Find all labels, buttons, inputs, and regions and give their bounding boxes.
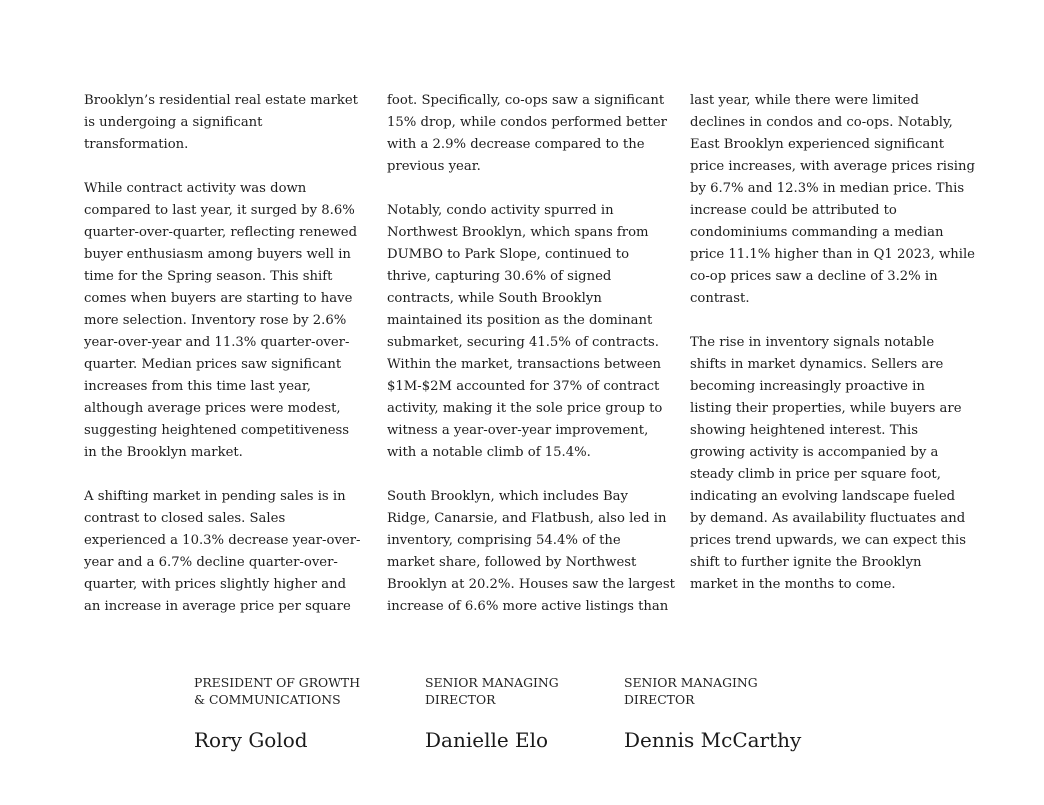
article-text-line: transformation. xyxy=(84,137,189,152)
article-text-line: shift to further ignite the Brooklyn xyxy=(690,555,922,570)
article-text-line: listing their properties, while buyers are xyxy=(690,401,962,416)
signatory-title-line: SENIOR MANAGING xyxy=(425,675,559,690)
article-column-1 xyxy=(84,90,361,618)
article-text-line: co-op prices saw a decline of 3.2% in xyxy=(690,269,938,284)
article-text-line: While contract activity was down xyxy=(84,181,307,196)
article-text-line: Notably, condo activity spurred in xyxy=(387,203,614,218)
paragraph-gap xyxy=(84,156,356,178)
article-text-line: price 11.1% higher than in Q1 2023, while xyxy=(690,247,975,262)
signatory-dennis-mccarthy xyxy=(624,674,802,752)
article-text-line: market share, followed by Northwest xyxy=(387,555,637,570)
article-text-line: Ridge, Canarsie, and Flatbush, also led in xyxy=(387,511,667,526)
signatory-name: Dennis McCarthy xyxy=(624,728,802,752)
article-text-line: South Brooklyn, which includes Bay xyxy=(387,489,628,504)
article-text-line: growing activity is accompanied by a xyxy=(690,445,939,460)
article-text-line: year-over-year and 11.3% quarter-over- xyxy=(84,335,350,350)
article-text-line: becoming increasingly proactive in xyxy=(690,379,925,394)
signatory-title-line: PRESIDENT OF GROWTH xyxy=(194,675,361,690)
article-text-line: in the Brooklyn market. xyxy=(84,445,243,460)
paragraph-gap xyxy=(690,310,962,332)
article-text-line: by demand. As availability fluctuates and xyxy=(690,511,966,526)
article-text-line: East Brooklyn experienced significant xyxy=(690,137,945,152)
article-text-line: Brooklyn’s residential real estate market xyxy=(84,93,358,108)
article-text-line: contrast. xyxy=(690,291,750,306)
article-column-2 xyxy=(387,90,675,618)
article-text-line: foot. Specifically, co-ops saw a significant xyxy=(387,93,665,108)
article-text-line: quarter-over-quarter, reflecting renewed xyxy=(84,225,358,240)
article-text-line: experienced a 10.3% decrease year-over- xyxy=(84,533,361,548)
signatory-danielle-elo xyxy=(425,674,559,752)
article-text-line: market in the months to come. xyxy=(690,577,896,592)
article-text-line: time for the Spring season. This shift xyxy=(84,269,333,284)
signatory-title-line: DIRECTOR xyxy=(425,692,496,707)
article-text-line: more selection. Inventory rose by 2.6% xyxy=(84,313,347,328)
article-text-line: steady climb in price per square foot, xyxy=(690,467,941,482)
article-text-line: increase of 6.6% more active listings than xyxy=(387,599,669,614)
article-text-line: prices trend upwards, we can expect this xyxy=(690,533,966,548)
article-text-line: with a notable climb of 15.4%. xyxy=(387,445,591,460)
article-text-line: although average prices were modest, xyxy=(84,401,341,416)
article-text-line: with a 2.9% decrease compared to the xyxy=(387,137,645,152)
article-text-line: quarter, with prices slightly higher and xyxy=(84,577,347,592)
article-text-line: contracts, while South Brooklyn xyxy=(387,291,602,306)
article-text-line: comes when buyers are starting to have xyxy=(84,291,353,306)
article-text-line: contrast to closed sales. Sales xyxy=(84,511,286,526)
article-text-line: maintained its position as the dominant xyxy=(387,313,653,328)
article-text-line: 15% drop, while condos performed better xyxy=(387,115,667,130)
signatory-name: Danielle Elo xyxy=(425,728,549,752)
article-text-line: compared to last year, it surged by 8.6% xyxy=(84,203,355,218)
article-text-line: quarter. Median prices saw significant xyxy=(84,357,342,372)
article-text-line: is undergoing a significant xyxy=(84,115,263,130)
article-text-line: buyer enthusiasm among buyers well in xyxy=(84,247,351,262)
article-text-line: shifts in market dynamics. Sellers are xyxy=(690,357,944,372)
article-text-line: DUMBO to Park Slope, continued to xyxy=(387,247,630,262)
article-text-line: Northwest Brooklyn, which spans from xyxy=(387,225,649,240)
article-text-line: increase could be attributed to xyxy=(690,203,897,218)
article-text-line: activity, making it the sole price group to xyxy=(387,401,663,416)
paragraph-gap xyxy=(84,464,356,486)
article-text-line: The rise in inventory signals notable xyxy=(690,335,935,350)
article-text-line: thrive, capturing 30.6% of signed xyxy=(387,269,612,284)
article-text-line: showing heightened interest. This xyxy=(690,423,918,438)
article-text-line: an increase in average price per square xyxy=(84,599,351,614)
article-text-line: suggesting heightened competitiveness xyxy=(84,423,350,438)
article-text-line: inventory, comprising 54.4% of the xyxy=(387,533,621,548)
article-text-line: witness a year-over-year improvement, xyxy=(387,423,649,438)
article-text-line: price increases, with average prices rising xyxy=(690,159,975,174)
signatory-title-line: DIRECTOR xyxy=(624,692,695,707)
article-text-line: last year, while there were limited xyxy=(690,93,919,108)
article-text-line: condominiums commanding a median xyxy=(690,225,944,240)
article-text-line: declines in condos and co-ops. Notably, xyxy=(690,115,953,130)
paragraph-gap xyxy=(387,178,659,200)
article-text-line: Brooklyn at 20.2%. Houses saw the largest xyxy=(387,577,675,592)
signatory-title-line: & COMMUNICATIONS xyxy=(194,692,341,707)
article-text-line: A shifting market in pending sales is in xyxy=(84,489,346,504)
signatory-rory-golod xyxy=(194,674,361,752)
article-text-line: indicating an evolving landscape fueled xyxy=(690,489,956,504)
article-text-line: by 6.7% and 12.3% in median price. This xyxy=(690,181,965,196)
article-text-line: previous year. xyxy=(387,159,481,174)
article-text-line: year and a 6.7% decline quarter-over- xyxy=(84,555,338,570)
paragraph-gap xyxy=(387,464,659,486)
article-text-line: submarket, securing 41.5% of contracts. xyxy=(387,335,659,350)
signatory-name: Rory Golod xyxy=(194,728,308,752)
article-text-line: increases from this time last year, xyxy=(84,379,311,394)
signatory-title-line: SENIOR MANAGING xyxy=(624,675,758,690)
article-text-line: $1M-$2M accounted for 37% of contract xyxy=(387,379,660,394)
article-column-3 xyxy=(690,90,975,596)
article-text-line: Within the market, transactions between xyxy=(387,357,661,372)
